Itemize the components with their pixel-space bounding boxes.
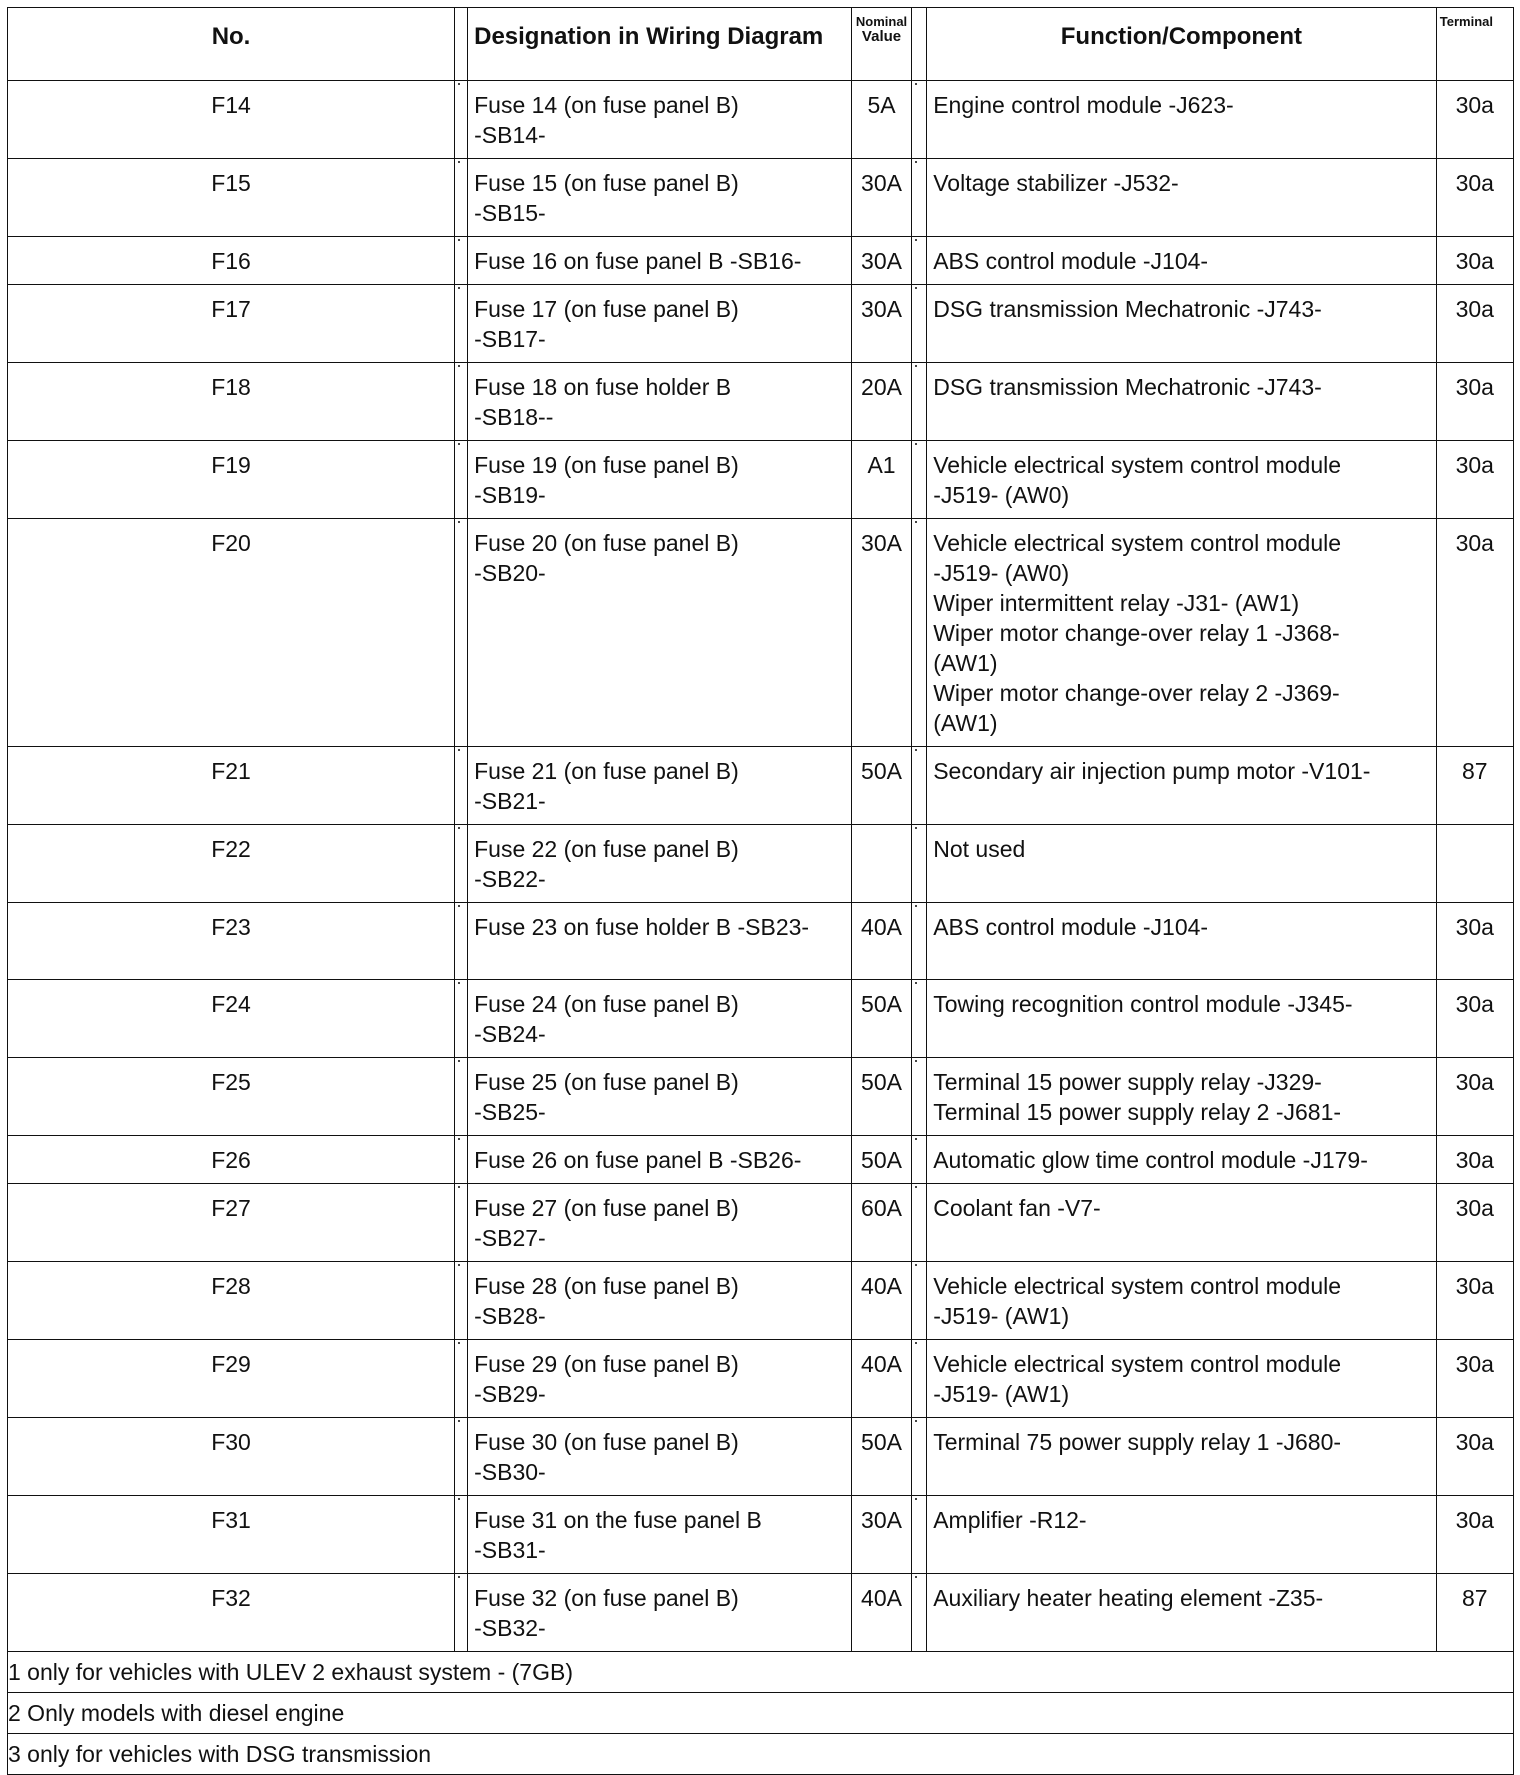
- terminal: 30a: [1436, 159, 1513, 237]
- function-line: -J519- (AW1): [933, 1303, 1070, 1329]
- fuse-number: F15: [8, 159, 455, 237]
- nominal-value: 50A: [851, 747, 911, 825]
- fuse-number: F23: [8, 903, 455, 980]
- function-line: ABS control module -J104-: [933, 914, 1209, 940]
- spacer-cell: [455, 285, 468, 363]
- footnote-row: [8, 1734, 1514, 1775]
- designation-line: Fuse 18 on fuse holder B: [474, 374, 732, 400]
- table-row: [8, 1574, 1514, 1652]
- terminal: 30a: [1436, 1496, 1513, 1574]
- function-component: [927, 285, 1436, 363]
- spacer-cell: [455, 903, 468, 980]
- terminal: 87: [1436, 747, 1513, 825]
- fuse-designation: [468, 159, 852, 237]
- spacer-cell: [455, 747, 468, 825]
- function-line: Vehicle electrical system control module: [933, 1273, 1342, 1299]
- spacer-cell-2: [912, 903, 927, 980]
- fuse-designation: [468, 825, 852, 903]
- dot-mark: [458, 982, 460, 984]
- dot-mark: [915, 1342, 917, 1344]
- dot-mark: [458, 287, 460, 289]
- function-line: Engine control module -J623-: [933, 92, 1234, 118]
- dot-mark: [915, 1498, 917, 1500]
- fuse-designation: [468, 1418, 852, 1496]
- function-line: Secondary air injection pump motor -V101-: [933, 758, 1371, 784]
- fuse-table: [7, 7, 1514, 1775]
- dot-mark: [458, 161, 460, 163]
- terminal: 30a: [1436, 980, 1513, 1058]
- nominal-value: 5A: [851, 81, 911, 159]
- designation-line: -SB19-: [474, 482, 546, 508]
- function-component: [927, 159, 1436, 237]
- fuse-designation: [468, 363, 852, 441]
- dot-mark: [915, 1264, 917, 1266]
- dot-mark: [458, 1186, 460, 1188]
- nominal-value: 20A: [851, 363, 911, 441]
- fuse-designation: [468, 747, 852, 825]
- function-line: (AW1): [933, 710, 998, 736]
- terminal: 30a: [1436, 1262, 1513, 1340]
- table-row: [8, 1184, 1514, 1262]
- fuse-number: F32: [8, 1574, 455, 1652]
- dot-mark: [458, 1342, 460, 1344]
- fuse-table-page: [7, 7, 1514, 1775]
- spacer-cell: [455, 825, 468, 903]
- spacer-cell-2: [912, 1136, 927, 1184]
- header-spacer-2: [912, 8, 927, 81]
- fuse-number: F29: [8, 1340, 455, 1418]
- designation-line: -SB24-: [474, 1021, 546, 1047]
- dot-mark: [915, 827, 917, 829]
- designation-line: -SB14-: [474, 122, 546, 148]
- designation-line: -SB15-: [474, 200, 546, 226]
- spacer-cell-2: [912, 519, 927, 747]
- dot-mark: [915, 443, 917, 445]
- function-line: Amplifier -R12-: [933, 1507, 1087, 1533]
- terminal: 30a: [1436, 1136, 1513, 1184]
- function-line: Auxiliary heater heating element -Z35-: [933, 1585, 1324, 1611]
- designation-line: Fuse 19 (on fuse panel B): [474, 452, 739, 478]
- nominal-value: 50A: [851, 1058, 911, 1136]
- function-line: Towing recognition control module -J345-: [933, 991, 1353, 1017]
- spacer-cell: [455, 1136, 468, 1184]
- table-row: [8, 980, 1514, 1058]
- dot-mark: [915, 83, 917, 85]
- function-line: Vehicle electrical system control module: [933, 452, 1342, 478]
- dot-mark: [458, 1420, 460, 1422]
- header-designation: Designation in Wiring Diagram: [468, 8, 852, 81]
- nominal-value: 40A: [851, 903, 911, 980]
- dot-mark: [458, 443, 460, 445]
- spacer-cell: [455, 1496, 468, 1574]
- terminal: 30a: [1436, 285, 1513, 363]
- fuse-number: F16: [8, 237, 455, 285]
- function-line: Voltage stabilizer -J532-: [933, 170, 1179, 196]
- table-row: [8, 519, 1514, 747]
- designation-line: Fuse 27 (on fuse panel B): [474, 1195, 739, 1221]
- function-line: ABS control module -J104-: [933, 248, 1209, 274]
- function-component: [927, 1496, 1436, 1574]
- designation-line: Fuse 31 on the fuse panel B: [474, 1507, 762, 1533]
- dot-mark: [915, 982, 917, 984]
- function-line: Terminal 75 power supply relay 1 -J680-: [933, 1429, 1342, 1455]
- footnotes: [8, 1652, 1514, 1775]
- terminal: 30a: [1436, 81, 1513, 159]
- function-line: DSG transmission Mechatronic -J743-: [933, 296, 1322, 322]
- function-component: [927, 237, 1436, 285]
- fuse-number: F31: [8, 1496, 455, 1574]
- spacer-cell: [455, 1574, 468, 1652]
- function-component: [927, 81, 1436, 159]
- footnote-row: [8, 1693, 1514, 1734]
- dot-mark: [458, 521, 460, 523]
- dot-mark: [915, 1138, 917, 1140]
- function-line: Automatic glow time control module -J179-: [933, 1147, 1368, 1173]
- function-line: -J519- (AW0): [933, 482, 1070, 508]
- designation-line: -SB20-: [474, 560, 546, 586]
- terminal: 30a: [1436, 441, 1513, 519]
- spacer-cell-2: [912, 747, 927, 825]
- designation-line: Fuse 32 (on fuse panel B): [474, 1585, 739, 1611]
- designation-line: -SB29-: [474, 1381, 546, 1407]
- designation-line: -SB32-: [474, 1615, 546, 1641]
- fuse-table-body: [8, 81, 1514, 1652]
- fuse-designation: [468, 285, 852, 363]
- terminal: 30a: [1436, 1340, 1513, 1418]
- spacer-cell-2: [912, 1574, 927, 1652]
- function-component: [927, 519, 1436, 747]
- dot-mark: [458, 905, 460, 907]
- terminal: 30a: [1436, 363, 1513, 441]
- function-component: [927, 1262, 1436, 1340]
- dot-mark: [915, 905, 917, 907]
- designation-line: Fuse 28 (on fuse panel B): [474, 1273, 739, 1299]
- spacer-cell-2: [912, 1184, 927, 1262]
- nominal-value: 30A: [851, 519, 911, 747]
- fuse-designation: [468, 1496, 852, 1574]
- spacer-cell: [455, 519, 468, 747]
- function-component: [927, 1136, 1436, 1184]
- fuse-number: F24: [8, 980, 455, 1058]
- table-row: [8, 747, 1514, 825]
- fuse-designation: [468, 1058, 852, 1136]
- spacer-cell: [455, 363, 468, 441]
- spacer-cell-2: [912, 1058, 927, 1136]
- spacer-cell: [455, 1418, 468, 1496]
- function-line: -J519- (AW0): [933, 560, 1070, 586]
- table-row: [8, 285, 1514, 363]
- function-line: Wiper motor change-over relay 1 -J368-: [933, 620, 1340, 646]
- nominal-value: 60A: [851, 1184, 911, 1262]
- designation-line: -SB25-: [474, 1099, 546, 1125]
- dot-mark: [915, 749, 917, 751]
- dot-mark: [458, 1264, 460, 1266]
- spacer-cell-2: [912, 1496, 927, 1574]
- function-line: DSG transmission Mechatronic -J743-: [933, 374, 1322, 400]
- fuse-designation: [468, 1184, 852, 1262]
- spacer-cell: [455, 81, 468, 159]
- terminal: 30a: [1436, 1184, 1513, 1262]
- designation-line: -SB18--: [474, 404, 554, 430]
- designation-line: Fuse 20 (on fuse panel B): [474, 530, 739, 556]
- fuse-designation: [468, 903, 852, 980]
- dot-mark: [915, 1186, 917, 1188]
- function-component: [927, 1340, 1436, 1418]
- function-component: [927, 980, 1436, 1058]
- designation-line: -SB31-: [474, 1537, 546, 1563]
- terminal: [1436, 825, 1513, 903]
- function-line: (AW1): [933, 650, 998, 676]
- spacer-cell-2: [912, 285, 927, 363]
- fuse-number: F26: [8, 1136, 455, 1184]
- fuse-number: F22: [8, 825, 455, 903]
- table-row: [8, 237, 1514, 285]
- spacer-cell: [455, 1340, 468, 1418]
- terminal: 30a: [1436, 237, 1513, 285]
- designation-line: -SB28-: [474, 1303, 546, 1329]
- table-row: [8, 1418, 1514, 1496]
- dot-mark: [915, 239, 917, 241]
- designation-line: -SB27-: [474, 1225, 546, 1251]
- footnote-text: 2 Only models with diesel engine: [8, 1693, 1514, 1734]
- designation-line: Fuse 14 (on fuse panel B): [474, 92, 739, 118]
- designation-line: Fuse 24 (on fuse panel B): [474, 991, 739, 1017]
- terminal: 87: [1436, 1574, 1513, 1652]
- spacer-cell-2: [912, 441, 927, 519]
- fuse-number: F27: [8, 1184, 455, 1262]
- designation-line: Fuse 30 (on fuse panel B): [474, 1429, 739, 1455]
- dot-mark: [458, 749, 460, 751]
- function-line: Vehicle electrical system control module: [933, 530, 1342, 556]
- designation-line: Fuse 15 (on fuse panel B): [474, 170, 739, 196]
- table-row: [8, 1262, 1514, 1340]
- dot-mark: [915, 161, 917, 163]
- dot-mark: [915, 1420, 917, 1422]
- fuse-number: F14: [8, 81, 455, 159]
- fuse-designation: [468, 1574, 852, 1652]
- table-row: [8, 1340, 1514, 1418]
- nominal-value: 30A: [851, 285, 911, 363]
- terminal: 30a: [1436, 519, 1513, 747]
- function-line: -J519- (AW1): [933, 1381, 1070, 1407]
- spacer-cell-2: [912, 159, 927, 237]
- designation-line: -SB30-: [474, 1459, 546, 1485]
- dot-mark: [915, 365, 917, 367]
- fuse-number: F30: [8, 1418, 455, 1496]
- function-line: Terminal 15 power supply relay 2 -J681-: [933, 1099, 1342, 1125]
- dot-mark: [915, 287, 917, 289]
- function-component: [927, 747, 1436, 825]
- footnote-text: 3 only for vehicles with DSG transmission: [8, 1734, 1514, 1775]
- header-spacer: [455, 8, 468, 81]
- function-component: [927, 825, 1436, 903]
- table-row: [8, 81, 1514, 159]
- designation-line: Fuse 29 (on fuse panel B): [474, 1351, 739, 1377]
- table-row: [8, 1058, 1514, 1136]
- spacer-cell: [455, 1058, 468, 1136]
- table-row: [8, 441, 1514, 519]
- terminal: 30a: [1436, 1418, 1513, 1496]
- function-line: Coolant fan -V7-: [933, 1195, 1101, 1221]
- designation-line: Fuse 16 on fuse panel B -SB16-: [474, 248, 802, 274]
- designation-line: Fuse 25 (on fuse panel B): [474, 1069, 739, 1095]
- fuse-designation: [468, 1136, 852, 1184]
- spacer-cell: [455, 441, 468, 519]
- nominal-value: 30A: [851, 1496, 911, 1574]
- nominal-value: 50A: [851, 1136, 911, 1184]
- spacer-cell-2: [912, 81, 927, 159]
- dot-mark: [458, 239, 460, 241]
- spacer-cell: [455, 1262, 468, 1340]
- spacer-cell-2: [912, 1340, 927, 1418]
- fuse-designation: [468, 237, 852, 285]
- fuse-designation: [468, 1262, 852, 1340]
- function-component: [927, 363, 1436, 441]
- header-no: No.: [8, 8, 455, 81]
- nominal-value: 40A: [851, 1340, 911, 1418]
- table-row: [8, 825, 1514, 903]
- function-line: Wiper intermittent relay -J31- (AW1): [933, 590, 1300, 616]
- spacer-cell-2: [912, 980, 927, 1058]
- fuse-designation: [468, 81, 852, 159]
- spacer-cell-2: [912, 825, 927, 903]
- dot-mark: [458, 83, 460, 85]
- designation-line: Fuse 22 (on fuse panel B): [474, 836, 739, 862]
- spacer-cell-2: [912, 237, 927, 285]
- fuse-number: F20: [8, 519, 455, 747]
- function-component: [927, 441, 1436, 519]
- fuse-number: F19: [8, 441, 455, 519]
- fuse-number: F17: [8, 285, 455, 363]
- fuse-designation: [468, 1340, 852, 1418]
- designation-line: Fuse 17 (on fuse panel B): [474, 296, 739, 322]
- designation-line: Fuse 23 on fuse holder B -SB23-: [474, 914, 810, 940]
- table-row: [8, 1136, 1514, 1184]
- nominal-value: 50A: [851, 980, 911, 1058]
- spacer-cell-2: [912, 363, 927, 441]
- dot-mark: [458, 365, 460, 367]
- function-line: Wiper motor change-over relay 2 -J369-: [933, 680, 1340, 706]
- dot-mark: [915, 521, 917, 523]
- table-header-row: [8, 8, 1514, 81]
- spacer-cell: [455, 237, 468, 285]
- spacer-cell: [455, 159, 468, 237]
- table-row: [8, 159, 1514, 237]
- dot-mark: [915, 1060, 917, 1062]
- dot-mark: [458, 1138, 460, 1140]
- fuse-designation: [468, 980, 852, 1058]
- table-row: [8, 1496, 1514, 1574]
- header-nominal-value: Nominal Value: [851, 8, 911, 81]
- designation-line: -SB17-: [474, 326, 546, 352]
- fuse-designation: [468, 519, 852, 747]
- footnote-text: 1 only for vehicles with ULEV 2 exhaust system - (7GB): [8, 1652, 1514, 1693]
- terminal: 30a: [1436, 1058, 1513, 1136]
- function-component: [927, 903, 1436, 980]
- spacer-cell-2: [912, 1418, 927, 1496]
- nominal-value: 30A: [851, 237, 911, 285]
- dot-mark: [458, 1498, 460, 1500]
- header-function: Function/Component: [927, 8, 1436, 81]
- designation-line: Fuse 26 on fuse panel B -SB26-: [474, 1147, 802, 1173]
- fuse-number: F21: [8, 747, 455, 825]
- nominal-value: A1: [851, 441, 911, 519]
- spacer-cell: [455, 980, 468, 1058]
- function-component: [927, 1574, 1436, 1652]
- fuse-number: F25: [8, 1058, 455, 1136]
- nominal-value: 30A: [851, 159, 911, 237]
- function-line: Not used: [933, 836, 1026, 862]
- nominal-value: 50A: [851, 1418, 911, 1496]
- designation-line: -SB21-: [474, 788, 546, 814]
- header-terminal: Terminal: [1436, 8, 1513, 81]
- spacer-cell: [455, 1184, 468, 1262]
- nominal-value: 40A: [851, 1262, 911, 1340]
- dot-mark: [915, 1576, 917, 1578]
- fuse-number: F18: [8, 363, 455, 441]
- function-component: [927, 1058, 1436, 1136]
- designation-line: Fuse 21 (on fuse panel B): [474, 758, 739, 784]
- fuse-designation: [468, 441, 852, 519]
- function-component: [927, 1184, 1436, 1262]
- dot-mark: [458, 1576, 460, 1578]
- footnote-row: [8, 1652, 1514, 1693]
- dot-mark: [458, 1060, 460, 1062]
- nominal-value: 40A: [851, 1574, 911, 1652]
- function-line: Vehicle electrical system control module: [933, 1351, 1342, 1377]
- function-line: Terminal 15 power supply relay -J329-: [933, 1069, 1322, 1095]
- terminal: 30a: [1436, 903, 1513, 980]
- designation-line: -SB22-: [474, 866, 546, 892]
- dot-mark: [458, 827, 460, 829]
- nominal-value: [851, 825, 911, 903]
- table-row: [8, 903, 1514, 980]
- fuse-number: F28: [8, 1262, 455, 1340]
- function-component: [927, 1418, 1436, 1496]
- table-row: [8, 363, 1514, 441]
- spacer-cell-2: [912, 1262, 927, 1340]
